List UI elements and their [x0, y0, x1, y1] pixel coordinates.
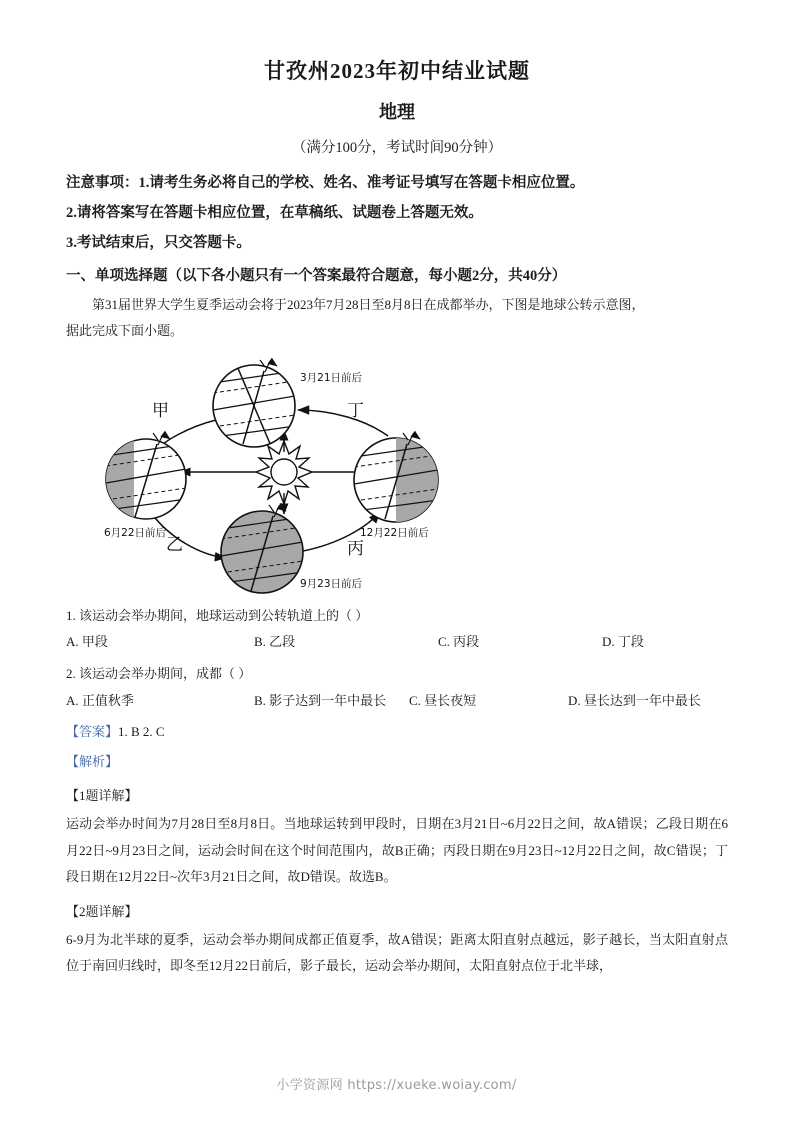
notice-line-2: 2.请将答案写在答题卡相应位置，在草稿纸、试题卷上答题无效。 [66, 205, 483, 221]
footer-watermark: 小学资源网 https://xueke.woiay.com/ [276, 1078, 517, 1093]
question-2-options [66, 689, 728, 715]
earth-revolution-diagram [104, 356, 474, 594]
q1-option-a[interactable]: A. 甲段 [66, 634, 108, 650]
page-title: 甘孜州2023年初中结业试题 [264, 59, 530, 83]
segment-label-ding: 丁 [347, 400, 364, 420]
explanation-2-body: 6-9月为北半球的夏季，运动会举办期间成都正值夏季，故A错误；距离太阳直射点越远，影子越长，当太阳直射点位于南回归线时，即冬至12月22日前后，影子最长，运动会举办期间，太阳直射点位于北半球， [66, 931, 728, 974]
globe-label-right: 12月22日前后 [360, 526, 429, 539]
segment-label-yi: 乙 [166, 534, 183, 554]
globe-label-left: 6月22日前后 [104, 526, 167, 539]
q2-option-a[interactable]: A. 正值秋季 [66, 692, 134, 708]
passage-line-1: 第31届世界大学生夏季运动会将于2023年7月28日至8月8日在成都举办，下图是地球公转示意图， [92, 297, 645, 313]
question-1-stem: 1. 该运动会举办期间，地球运动到公转轨道上的（ ） [66, 607, 369, 623]
document-content [66, 58, 728, 980]
answer-values: 1. B 2. C [118, 723, 165, 739]
globe-right [354, 433, 440, 522]
q2-option-c[interactable]: C. 昼长夜短 [409, 692, 477, 708]
notice-line-3: 3.考试结束后，只交答题卡。 [66, 235, 251, 252]
segment-label-bing: 丙 [347, 538, 364, 558]
answer-line [66, 719, 728, 745]
globe-bottom [221, 505, 303, 593]
q2-option-d[interactable]: D. 昼长达到一年中最长 [568, 692, 701, 708]
explanation-2-head: 【2题详解】 [66, 903, 138, 919]
section-heading: 一、单项选择题（以下各小题只有一个答案最符合题意，每小题2分，共40分） [66, 267, 567, 284]
explanation-1-head: 【1题详解】 [66, 787, 138, 803]
document-subject: 地理 [379, 102, 415, 123]
globe-label-bottom: 9月23日前后 [300, 577, 363, 590]
explanation-1-body: 运动会举办时间为7月28日至8月8日。当地球运转到甲段时，日期在3月21日~6月22日之间，故A错误；乙段日期在6月22日~9月23日之间，运动会时间在这个时间范围内，故B正确；丙段日期在9月23日~12月22日之间，故C错误；丁段日期在12月22日~次年3月21日之间，故D错误。故选B。 [66, 815, 728, 885]
globe-left [104, 433, 186, 519]
analysis-tag: 【解析】 [66, 753, 119, 769]
answer-tag: 【答案】 [66, 723, 119, 739]
q1-option-b[interactable]: B. 乙段 [254, 634, 296, 650]
notice-line-1: 注意事项：1.请考生务必将自己的学校、姓名、准考证号填写在答题卡相应位置。 [66, 174, 585, 191]
globe-top [213, 360, 295, 447]
segment-label-jia: 甲 [152, 400, 169, 420]
question-2-stem: 2. 该运动会举办期间，成都（ ） [66, 666, 252, 682]
q1-option-c[interactable]: C. 丙段 [438, 634, 480, 650]
q1-option-d[interactable]: D. 丁段 [602, 634, 644, 650]
question-1-options [66, 630, 728, 656]
passage-line-2: 据此完成下面小题。 [66, 323, 184, 339]
globe-label-top: 3月21日前后 [300, 371, 363, 384]
q2-option-b[interactable]: B. 影子达到一年中最长 [254, 692, 387, 708]
document-score-line: （满分100分，考试时间90分钟） [291, 139, 503, 156]
figure-container [66, 356, 728, 594]
